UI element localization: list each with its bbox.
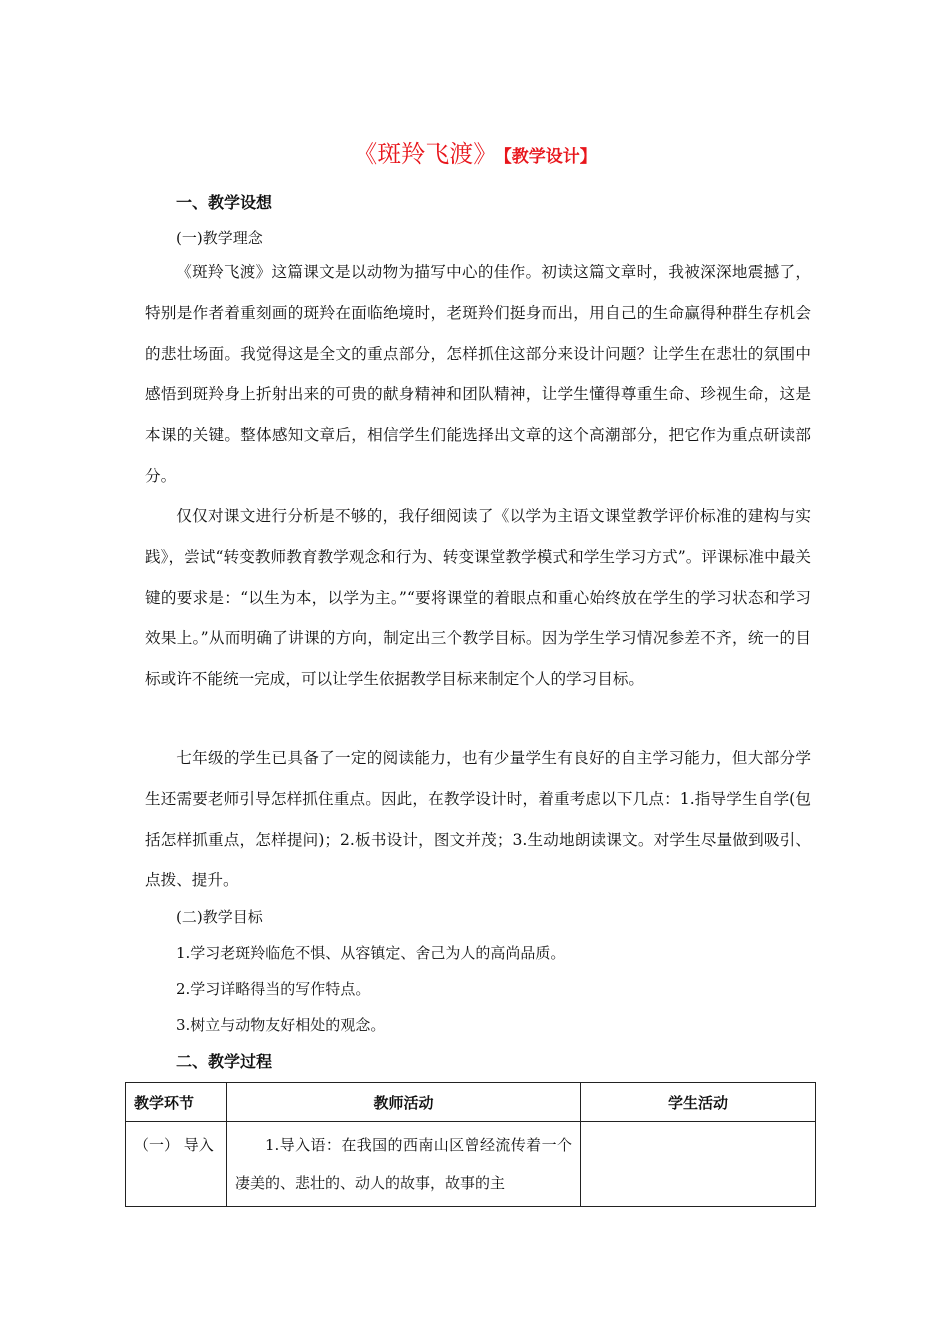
header-stage: 教学环节 <box>126 1083 227 1122</box>
cell-stage-text: （一） 导入 <box>134 1136 214 1154</box>
paragraph-concept-3: 七年级的学生已具备了一定的阅读能力，也有少量学生有良好的自主学习能力，但大部分学生还需要老师引导怎样抓住重点。因此，在教学设计时，着重考虑以下几点：1.指导学生自学(包括怎样抓重点，怎样提问)；2.板书设计，图文并茂；3.生动地朗读课文。对学生尽量做到吸引、点拨、提升。 <box>145 749 811 890</box>
title-main: 《斑羚飞渡》 <box>353 140 498 168</box>
cell-student-text <box>581 1122 815 1130</box>
cell-stage <box>126 1122 227 1207</box>
table-row <box>126 1122 816 1207</box>
goal-item-3: 3.树立与动物友好相处的观念。 <box>176 1016 386 1034</box>
document-title <box>0 134 950 169</box>
header-student: 学生活动 <box>581 1083 816 1122</box>
title-sub: 【教学设计】 <box>503 147 597 167</box>
section-heading-process: 二、教学过程 <box>176 1052 273 1071</box>
goal-item-1: 1.学习老斑羚临危不惧、从容镇定、舍己为人的高尚品质。 <box>176 944 566 962</box>
cell-teacher <box>227 1122 581 1207</box>
cell-teacher-text: 1.导入语：在我国的西南山区曾经流传着一个凄美的、悲壮的、动人的故事，故事的主 <box>235 1136 572 1192</box>
subheading-concept: (一)教学理念 <box>176 229 263 247</box>
goal-item-2: 2.学习详略得当的写作特点。 <box>176 980 371 998</box>
paragraph-concept-2: 仅仅对课文进行分析是不够的，我仔细阅读了《以学为主语文课堂教学评价标准的建构与实践》，尝试“转变教师教育教学观念和行为、转变课堂教学模式和学生学习方式”。评课标准中最关键的要求是：“以生为本，以学为主。”“要将课堂的着眼点和重心始终放在学生的学习状态和学习效果上。”从而明确了讲课的方向，制定出三个教学目标。因为学生学习情况参差不齐，统一的目标或许不能统一完成，可以让学生依据教学目标来制定个人的学习目标。 <box>145 507 811 689</box>
table-header-row <box>126 1083 816 1122</box>
paragraph-concept-1: 《斑羚飞渡》这篇课文是以动物为描写中心的佳作。初读这篇文章时，我被深深地震撼了，特别是作者着重刻画的斑羚在面临绝境时，老斑羚们挺身而出，用自己的生命赢得种群生存机会的悲壮场面。我觉得这是全文的重点部分，怎样抓住这部分来设计问题？让学生在悲壮的氛围中感悟到斑羚身上折射出来的可贵的献身精神和团队精神，让学生懂得尊重生命、珍视生命，这是本课的关键。整体感知文章后，相信学生们能选择出文章的这个高潮部分，把它作为重点研读部分。 <box>145 263 811 485</box>
process-table <box>125 1082 816 1207</box>
section-heading-design: 一、教学设想 <box>176 193 273 212</box>
subheading-goals: (二)教学目标 <box>176 908 263 926</box>
cell-student <box>581 1122 816 1207</box>
header-teacher: 教师活动 <box>227 1083 581 1122</box>
